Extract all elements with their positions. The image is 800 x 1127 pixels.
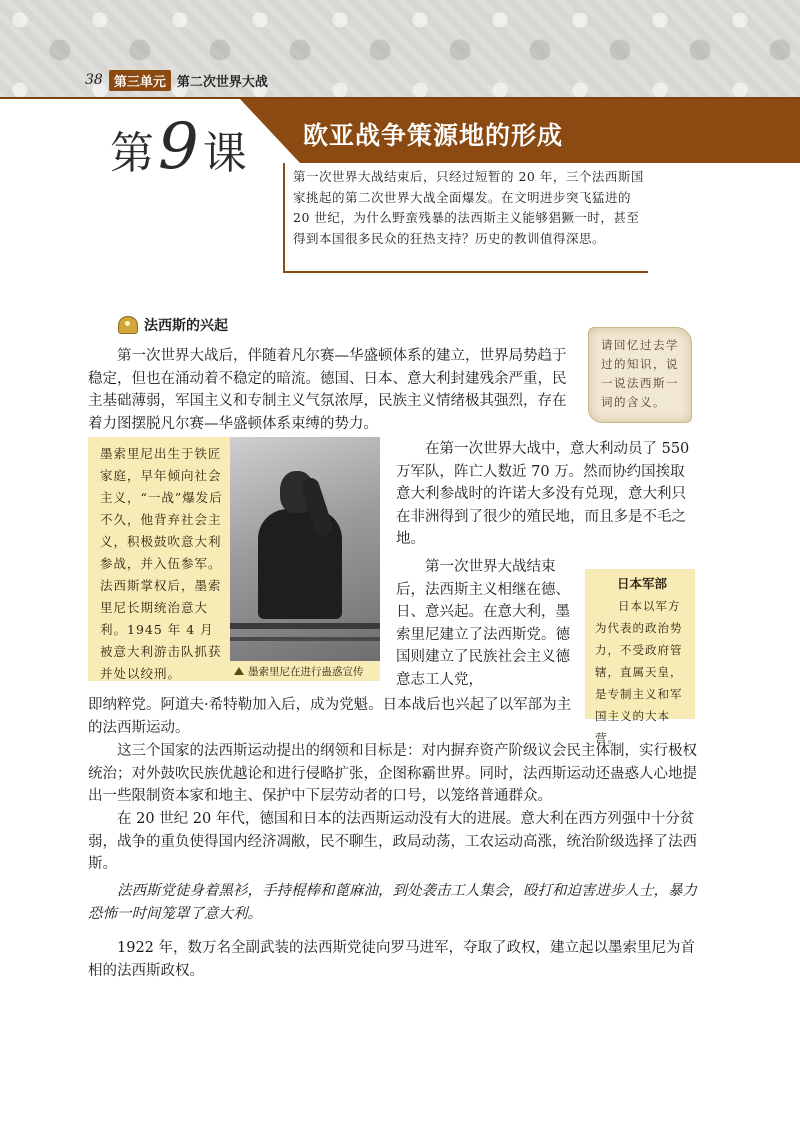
japan-military-note xyxy=(585,569,695,745)
lesson-prefix: 第 xyxy=(110,128,154,179)
running-header xyxy=(85,68,268,92)
paragraph-1: 第一次世界大战后，伴随着凡尔赛—华盛顿体系的建立，世界局势趋于稳定，但也在涌动着不稳定的暗流。德国、日本、意大利封建残余严重，民主基础薄弱，军国主义和专制主义气氛浓厚，民族主义情绪极其强烈，存在着力图摆脱凡尔赛—华盛顿体系束缚的势力。 xyxy=(88,348,567,432)
header-divider xyxy=(0,97,800,99)
crown-icon xyxy=(118,316,138,334)
paragraph-4: 这三个国家的法西斯运动提出的纲领和目标是：对内摒弃资产阶级议会民主体制，实行极权统治；对外鼓吹民族优越论和进行侵略扩张，企图称霸世界。同时，法西斯运动还蛊惑人心地提出一些限制资本家和地主、保护中下层劳动者的口号，以笼络普通群众。 xyxy=(88,743,697,804)
paragraph-3-continued: 即纳粹党。阿道夫·希特勒加入后，成为党魁。日本战后也兴起了以军部为主的法西斯运动。 xyxy=(88,697,572,736)
lesson-suffix: 课 xyxy=(202,128,247,179)
photo-caption xyxy=(230,661,380,681)
paragraph-3: 第一次世界大战结束后，法西斯主义相继在德、日、意兴起。在意大利，墨索里尼建立了法西斯党。德国则建立了民族社会主义德意志工人党， xyxy=(396,559,570,688)
caption-text: 墨索里尼在进行蛊惑宣传 xyxy=(248,665,364,678)
section-heading xyxy=(118,315,228,335)
caption-triangle-icon xyxy=(234,667,244,675)
paragraph-5: 在 20 世纪 20 年代，德国和日本的法西斯运动没有大的进展。意大利在西方列强中十分贫弱，战争的重负使得国内经济凋敝，民不聊生，政局动荡，工农运动高涨，统治阶级选择了法西斯。 xyxy=(88,811,697,872)
mussolini-photo xyxy=(230,437,380,661)
mussolini-note: 墨索里尼出生于铁匠家庭，早年倾向社会主义，“一战”爆发后不久，他背弃社会主义，积极鼓吹意大利参战，并入伍参军。法西斯掌权后，墨索里尼长期统治意大利。1945 年 4 月被意大利游击队抓获并处以绞刑。 xyxy=(88,437,230,681)
unit-title: 第二次世界大战 xyxy=(176,74,268,90)
paragraph-2: 在第一次世界大战中，意大利动员了 550 万军队，阵亡人数近 70 万。然而协约国挨取意大利参战时的许诺大多没有兑现，意大利只在非洲得到了很少的殖民地，而且多是不毛之地。 xyxy=(396,441,690,547)
unit-badge: 第三单元 xyxy=(109,70,171,91)
margin-note: 请回忆过去学过的知识，说一说法西斯一词的含义。 xyxy=(588,327,692,423)
japan-note-title: 日本军部 xyxy=(616,576,667,591)
section-title: 法西斯的兴起 xyxy=(144,318,228,334)
lesson-intro: 第一次世界大战结束后，只经过短暂的 20 年，三个法西斯国家挑起的第二次世界大战全面爆发。在文明进步突飞猛进的 20 世纪，为什么野蛮残暴的法西斯主义能够猖獗一时，甚至得到本国很多民众的狂热支持？历史的教训值得深思。 xyxy=(283,163,648,273)
paragraph-6: 法西斯党徒身着黑衫，手持棍棒和蓖麻油，到处袭击工人集会，殴打和迫害进步人士，暴力恐怖一时间笼罩了意大利。 xyxy=(88,883,697,922)
lesson-number xyxy=(110,110,247,184)
lesson-digit: 9 xyxy=(158,110,199,184)
lesson-title: 欧亚战争策源地的形成 xyxy=(303,121,564,150)
japan-note-text: 日本以军方为代表的政治势力，不受政府管辖，直属天皇，是专制主义和军国主义的大本营。 xyxy=(595,599,683,745)
paragraph-7: 1922 年，数万名全副武装的法西斯党徒向罗马进军，夺取了政权，建立起以墨索里尼为首相的法西斯政权。 xyxy=(88,940,696,979)
page-number: 38 xyxy=(85,72,103,88)
